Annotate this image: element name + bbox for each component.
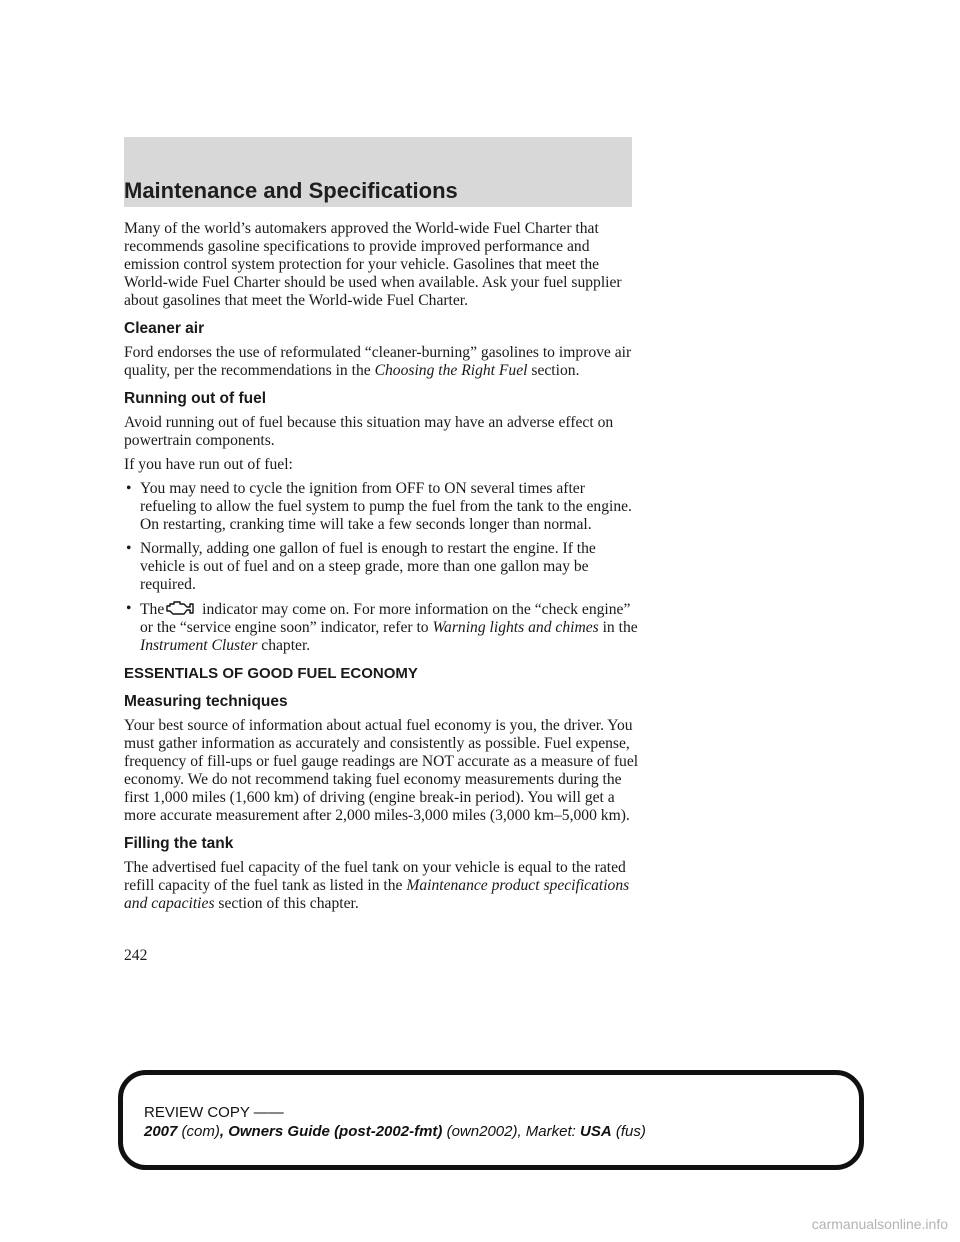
instrument-cluster-reference: Instrument Cluster <box>140 637 258 654</box>
heading-running-out: Running out of fuel <box>124 390 267 407</box>
running-out-list <box>124 480 644 655</box>
heading-cleaner-air: Cleaner air <box>124 320 205 337</box>
cleaner-air-text: Ford endorses the use of reformulated “cleaner-burning” gasolines to improve air quality, per the recommendations in the <box>124 344 632 379</box>
footer-guide: , Owners Guide (post-2002-fmt) <box>219 1123 443 1140</box>
cleaner-air-text-end: section. <box>527 362 580 379</box>
measuring-paragraph: Your best source of information about actual fuel economy is you, the driver. You must gather information as accurately and consistently as possible. Fuel expense, frequency of fill-ups or fuel gauge readings are NOT accurate as a measure of fuel economy. We do not recommend taking fuel economy measurements during the first 1,000 miles (1,600 km) of driving (engine break-in period). You will get a more accurate measurement after 2,000 miles-3,000 miles (3,000 km–5,000 km). <box>124 717 639 824</box>
footer-year: 2007 <box>144 1123 178 1140</box>
footer-own: (own2002) <box>442 1123 518 1140</box>
review-copy-label: REVIEW COPY —— <box>144 1104 284 1121</box>
heading-measuring: Measuring techniques <box>124 693 288 710</box>
section-title: Maintenance and Specifications <box>124 178 458 203</box>
bullet-text: indicator may come on. For more information on the “check engine” or the “service engine soon” indicator, refer to <box>140 601 631 636</box>
bullet-the: The <box>140 601 165 618</box>
bullet-marker: • <box>126 540 132 557</box>
footer-market-label: , Market: <box>517 1123 580 1140</box>
watermark: carmanualsonline.info <box>811 1216 948 1232</box>
heading-filling: Filling the tank <box>124 835 234 852</box>
page-number: 242 <box>124 947 148 964</box>
document-info <box>144 1123 646 1140</box>
choosing-fuel-reference: Choosing the Right Fuel <box>374 362 528 379</box>
bullet-marker: • <box>126 600 132 617</box>
bullet-text: You may need to cycle the ignition from OFF to ON several times after refueling to allow the fuel system to pump the fuel from the tank to the engine. On restarting, cranking time will take a few seconds longer than normal. <box>140 480 632 533</box>
list-item <box>124 600 644 655</box>
maintenance-specs-reference: Maintenance product specifications and capacities <box>124 877 630 912</box>
page-content <box>124 220 644 919</box>
footer-fus: (fus) <box>611 1123 646 1140</box>
check-engine-icon <box>164 600 196 616</box>
filling-text-end: section of this chapter. <box>214 895 359 912</box>
heading-essentials: ESSENTIALS OF GOOD FUEL ECONOMY <box>124 665 418 682</box>
bullet-text: Normally, adding one gallon of fuel is enough to restart the engine. If the vehicle is out of fuel and on a steep grade, more than one gallon may be required. <box>140 540 596 593</box>
running-out-lead: If you have run out of fuel: <box>124 456 293 473</box>
filling-paragraph <box>124 859 644 913</box>
warning-lights-reference: Warning lights and chimes <box>432 619 599 636</box>
bullet-text: in the <box>598 619 638 636</box>
bullet-marker: • <box>126 480 132 497</box>
list-item <box>124 480 644 534</box>
intro-paragraph: Many of the world’s automakers approved the World-wide Fuel Charter that recommends gasoline specifications to provide improved performance and emission control system protection for your vehicle. Gasolines that meet the World-wide Fuel Charter should be used when available. Ask your fuel supplier about gasolines that meet the World-wide Fuel Charter. <box>124 220 622 309</box>
running-out-paragraph: Avoid running out of fuel because this situation may have an adverse effect on powertrain components. <box>124 414 614 449</box>
bullet-text: chapter. <box>257 637 311 654</box>
footer-market: USA <box>579 1123 612 1140</box>
list-item <box>124 540 644 594</box>
cleaner-air-paragraph <box>124 344 644 380</box>
filling-text: The advertised fuel capacity of the fuel tank on your vehicle is equal to the rated refill capacity of the fuel tank as listed in the <box>124 859 626 894</box>
footer-com: (com) <box>177 1123 220 1140</box>
